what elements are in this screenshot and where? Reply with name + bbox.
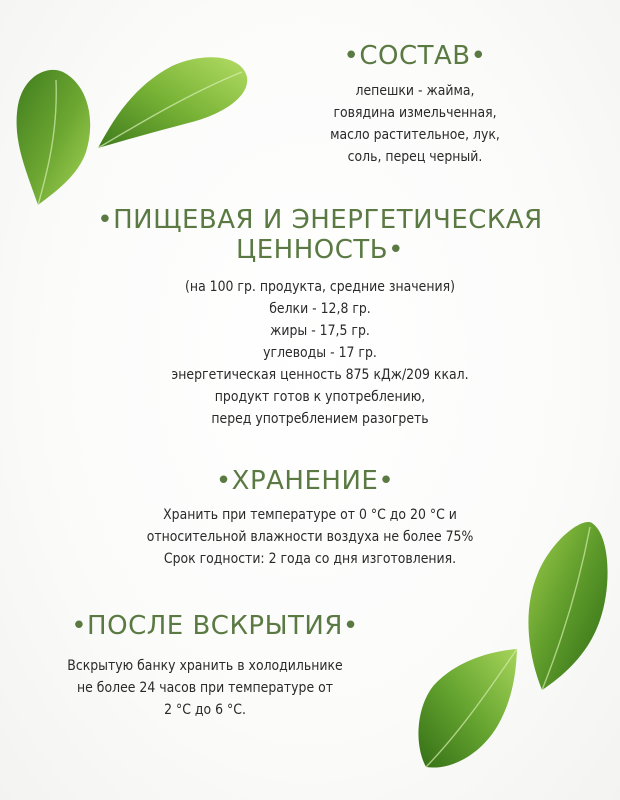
- leaf-icon: [412, 645, 522, 775]
- nutrition-title: [95, 206, 545, 266]
- leaf-icon: [8, 60, 103, 210]
- storage-title: •ХРАНЕНИЕ•: [215, 466, 395, 496]
- nutrition-line: (на 100 гр. продукта, средние значения): [185, 279, 455, 295]
- nutrition-line: перед употреблением разогреть: [211, 411, 429, 427]
- nutrition-line: жиры - 17,5 гр.: [270, 323, 370, 339]
- storage-line: относительной влажности воздуха не более 75%: [146, 529, 474, 545]
- composition-text: [308, 80, 523, 168]
- composition-line: масло растительное, лук,: [330, 127, 500, 143]
- nutrition-line: энергетическая ценность 875 кДж/209 ккал.: [171, 367, 469, 383]
- nutrition-line: углеводы - 17 гр.: [263, 345, 377, 361]
- after-opening-line: 2 °С до 6 °С.: [164, 702, 246, 718]
- composition-line: говядина измельченная,: [333, 105, 497, 121]
- composition-line: соль, перец черный.: [347, 149, 483, 165]
- after-opening-line: не более 24 часов при температуре от: [77, 680, 333, 696]
- nutrition-line: белки - 12,8 гр.: [269, 301, 371, 317]
- nutrition-text: [148, 276, 492, 430]
- after-opening-title: •ПОСЛЕ ВСКРЫТИЯ•: [71, 611, 359, 641]
- nutrition-title-line: •ПИЩЕВАЯ И ЭНЕРГЕТИЧЕСКАЯ: [97, 205, 543, 235]
- after-opening-line: Вскрытую банку хранить в холодильнике: [67, 658, 343, 674]
- composition-title: •СОСТАВ•: [343, 41, 487, 71]
- storage-line: Срок годности: 2 года со дня изготовления.: [163, 551, 457, 567]
- storage-text: [121, 504, 499, 570]
- nutrition-title-line: ЦЕННОСТЬ•: [236, 234, 404, 265]
- leaf-icon: [520, 515, 615, 695]
- composition-line: лепешки - жайма,: [355, 83, 475, 99]
- after-opening-text: [63, 655, 347, 721]
- storage-line: Хранить при температуре от 0 °С до 20 °С и: [163, 507, 457, 523]
- leaf-icon: [92, 52, 252, 152]
- nutrition-line: продукт готов к употреблению,: [214, 389, 426, 405]
